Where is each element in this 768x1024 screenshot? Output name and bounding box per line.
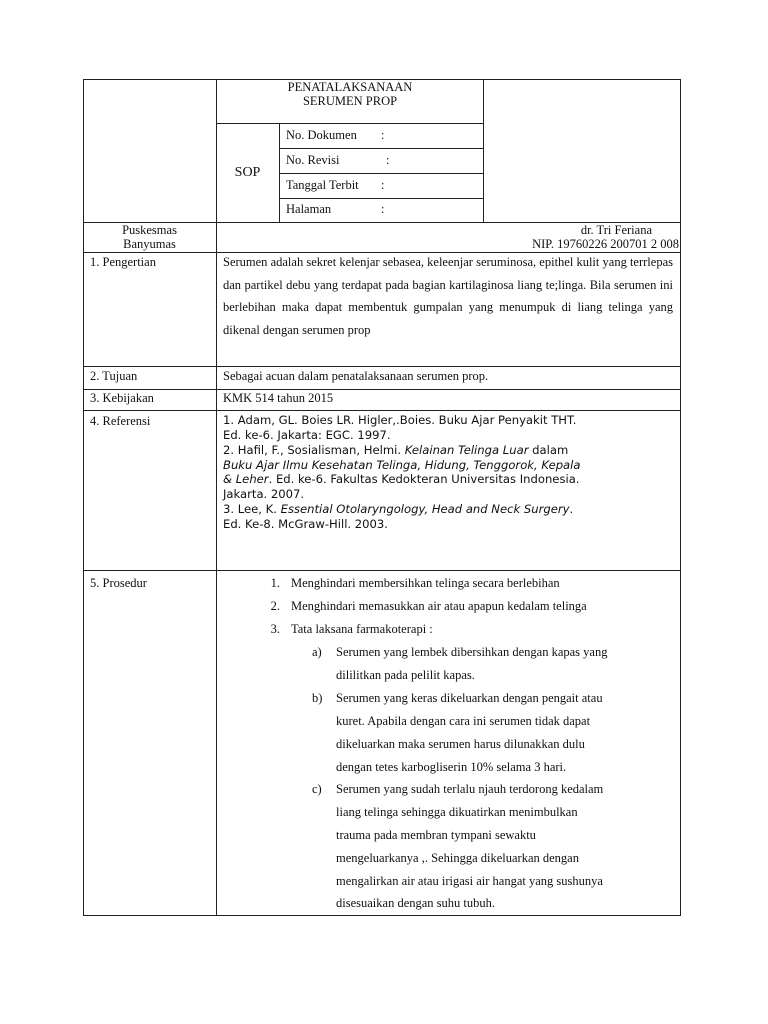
procedure-item-3-text: Tata laksana farmakoterapi :: [291, 622, 433, 636]
meta-tanggal-terbit-label: Tanggal Terbit: [286, 178, 359, 192]
procedure-subitem-c-line5: mengalirkan air atau irigasi air hangat yang sushunya: [336, 874, 603, 888]
procedure-subitem-c-line1: Serumen yang sudah terlalu njauh terdorong kedalam: [336, 782, 604, 796]
procedure-subitem-c-line2: liang telinga sehingga dikuatirkan menimbulkan: [336, 805, 578, 819]
procedure-item-1: [262, 572, 560, 595]
reference-2-line3: [223, 472, 580, 487]
pengertian-text: Serumen adalah sekret kelenjar sebasea, keleenjar seruminosa, epithel kulit yang terrlepas dan partikel debu yang terdapat pada bagian kartilaginosa liang te;linga. Bila serumen ini berlebihan maka dapat membentuk gumpalan yang menumpuk di liang telinga yang dikenal dengan serumen prop: [223, 255, 673, 337]
meta-no-revisi-sep: :: [386, 153, 390, 167]
procedure-subitem-a-line2: dililitkan pada pelilit kapas.: [336, 668, 475, 682]
procedure-item-2-number: 2.: [270, 599, 280, 613]
procedure-subitem-b-line4: dengan tetes karbogliserin 10% selama 3 hari.: [336, 760, 567, 774]
meta-no-dokumen-label: No. Dokumen: [286, 128, 357, 142]
procedure-subitem-c-number: c): [312, 782, 322, 796]
reference-3-author: 3. Lee, K.: [223, 502, 281, 516]
section-label-prosedur: 5. Prosedur: [90, 576, 147, 590]
procedure-subitem-b-line1: Serumen yang keras dikeluarkan dengan pengait atau: [336, 691, 603, 705]
procedure-subitem-c-line6: disesuaikan dengan suhu tubuh.: [336, 896, 496, 910]
reference-2-book-end: & Leher: [223, 472, 269, 486]
organization-line2: Banyumas: [123, 237, 176, 251]
procedure-subitem-a-line1: Serumen yang lembek dibersihkan dengan kapas yang: [336, 645, 608, 659]
procedure-subitem-c-line4: mengeluarkanya ,. Sehingga dikeluarkan dengan: [336, 851, 579, 865]
section-label-kebijakan: 3. Kebijakan: [90, 391, 154, 405]
reference-2-book: Buku Ajar Ilmu Kesehatan Telinga, Hidung, Tenggorok, Kepala: [223, 458, 581, 472]
procedure-subitem-c-line3: trauma pada membran tympani sewaktu: [336, 828, 536, 842]
procedure-item-2: [262, 595, 587, 618]
procedure-subitem-b-number: b): [312, 691, 323, 705]
reference-3-book: Essential Otolaryngology, Head and Neck Surgery: [280, 502, 570, 516]
meta-halaman-label: Halaman: [286, 202, 332, 216]
procedure-item-3-number: 3.: [270, 622, 280, 636]
document-title-line1: PENATALAKSANAAN: [287, 80, 413, 94]
reference-3-line1: [223, 502, 573, 517]
kebijakan-text: KMK 514 tahun 2015: [223, 391, 334, 405]
signer-nip: NIP. 19760226 200701 2 008: [532, 237, 679, 251]
procedure-subitem-b-line3: dikeluarkan maka serumen harus dilunakkan dulu: [336, 737, 585, 751]
procedure-subitem-a-number: a): [312, 645, 322, 659]
meta-no-dokumen-sep: :: [381, 128, 385, 142]
procedure-item-1-number: 1.: [270, 576, 280, 590]
section-label-tujuan: 2. Tujuan: [90, 369, 138, 383]
procedure-item-1-text: Menghindari membersihkan telinga secara berlebihan: [291, 576, 560, 590]
procedure-item-3: [262, 618, 433, 641]
tujuan-text: Sebagai acuan dalam penatalaksanaan serumen prop.: [223, 369, 489, 383]
organization-line1: Puskesmas: [122, 223, 177, 237]
reference-2-line2: [223, 458, 581, 473]
reference-1-line2: Ed. ke-6. Jakarta: EGC. 1997.: [223, 428, 391, 442]
meta-tanggal-terbit-sep: :: [381, 178, 385, 192]
meta-no-revisi-label: No. Revisi: [286, 153, 340, 167]
procedure-subitem-b-line2: kuret. Apabila dengan cara ini serumen tidak dapat: [336, 714, 591, 728]
section-label-referensi: 4. Referensi: [90, 414, 151, 428]
reference-1-line1: 1. Adam, GL. Boies LR. Higler,.Boies. Buku Ajar Penyakit THT.: [223, 413, 577, 427]
reference-2-authors: 2. Hafil, F., Sosialisman, Helmi.: [223, 443, 405, 457]
section-label-pengertian: 1. Pengertian: [90, 255, 156, 269]
reference-3-period: .: [569, 502, 574, 516]
document-title-line2: SERUMEN PROP: [302, 94, 398, 108]
reference-2-line4: Jakarta. 2007.: [223, 487, 305, 501]
reference-3-line2: Ed. Ke-8. McGraw-Hill. 2003.: [223, 517, 388, 531]
signer-name: dr. Tri Feriana: [580, 223, 652, 237]
reference-2-chapter: Kelainan Telinga Luar: [404, 443, 529, 457]
reference-2-dalam: dalam: [528, 443, 569, 457]
reference-2-publisher: . Ed. ke-6. Fakultas Kedokteran Universitas Indonesia.: [268, 472, 580, 486]
meta-halaman-sep: :: [381, 202, 385, 216]
sop-label: SOP: [234, 165, 261, 180]
reference-2-line1: [223, 443, 568, 458]
procedure-item-2-text: Menghindari memasukkan air atau apapun kedalam telinga: [291, 599, 587, 613]
